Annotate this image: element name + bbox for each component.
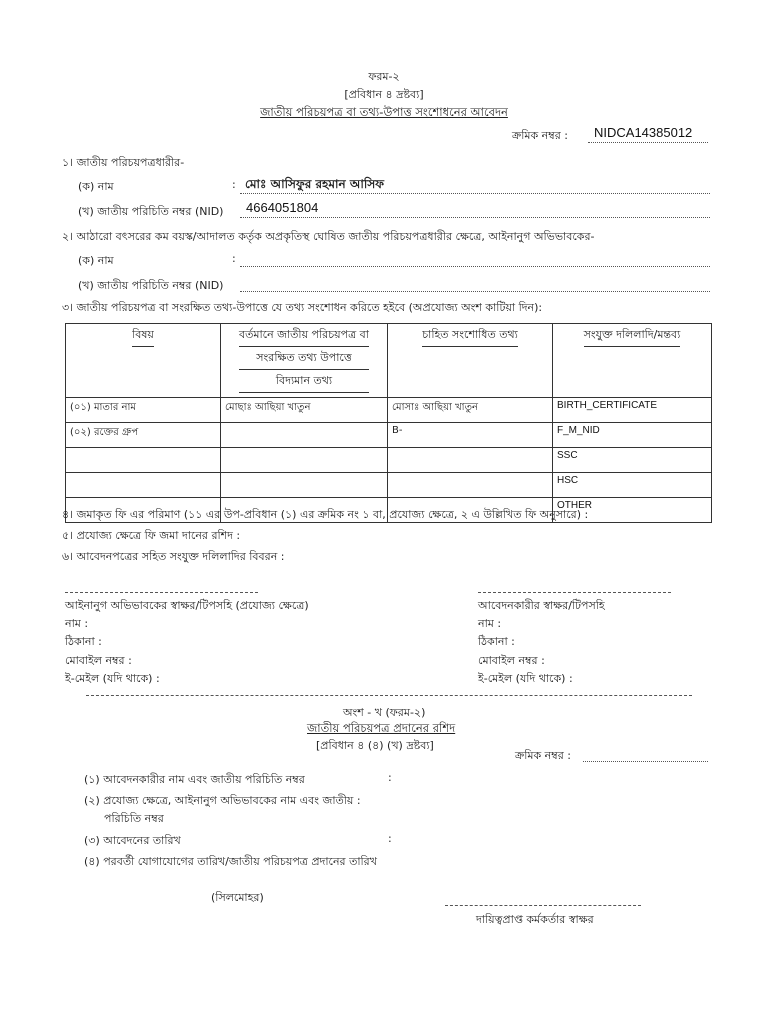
colon: : — [388, 832, 392, 845]
guardian-name: নাম : — [65, 617, 89, 630]
cell-requested — [388, 448, 553, 473]
officer-signature-label: দায়িত্বপ্রাপ্ত কর্মকর্তার স্বাক্ষর — [476, 913, 594, 926]
seal-label: (সিলমোহর) — [211, 891, 264, 904]
column-header-subject: বিষয় — [66, 324, 221, 398]
applicant-signature-line — [478, 592, 671, 593]
cell-current: মোছাঃ আছিয়া খাতুন — [221, 398, 388, 423]
section-3-heading: ৩। জাতীয় পরিচয়পত্র বা সংরক্ষিত তথ্য-উপাত্তে যে তথ্য সংশোধন করিতে হইবে (অপ্রযোজ্য অংশ কাটিয়া দিন): — [62, 301, 543, 314]
correction-table — [65, 323, 712, 523]
guardian-signature-line — [65, 592, 258, 593]
guardian-name-line — [240, 266, 710, 267]
cell-document: F_M_NID — [553, 423, 712, 448]
section-divider — [86, 695, 692, 696]
cell-document: BIRTH_CERTIFICATE — [553, 398, 712, 423]
serial-line — [588, 142, 708, 143]
cell-subject — [66, 448, 221, 473]
cell-requested — [388, 473, 553, 498]
guardian-signature-title: আইনানুগ অভিভাবকের স্বাক্ষর/টিপসহি (প্রযোজ্য ক্ষেত্রে) — [65, 599, 309, 612]
receipt-item-4: (৪) পরবর্তী যোগাযোগের তারিখ/জাতীয় পরিচয়পত্র প্রদানের তারিখ — [84, 855, 377, 868]
holder-name-value: মোঃ আসিফুর রহমান আসিফ — [245, 177, 385, 191]
table-row — [66, 398, 712, 423]
receipt-item-1: (১) আবেদনকারীর নাম এবং জাতীয় পরিচিতি নম্বর — [84, 773, 305, 786]
receipt-title: জাতীয় পরিচয়পত্র প্রদানের রশিদ — [307, 721, 456, 735]
applicant-name: নাম : — [478, 617, 502, 630]
cell-document: HSC — [553, 473, 712, 498]
receipt-item-2: (২) প্রযোজ্য ক্ষেত্রে, আইনানুগ অভিভাবকের নাম এবং জাতীয় : — [84, 794, 361, 807]
column-header-documents: সংযুক্ত দলিলাদি/মন্তব্য — [553, 324, 712, 398]
applicant-address: ঠিকানা : — [478, 635, 515, 648]
receipt-rule-reference: [প্রবিধান ৪ (৪) (খ) দ্রষ্টব্য] — [316, 739, 434, 752]
holder-name-line — [240, 193, 710, 194]
guardian-name-label: (ক) নাম — [78, 254, 114, 267]
form-title: জাতীয় পরিচয়পত্র বা তথ্য-উপাত্ত সংশোধনের আবেদন — [260, 105, 508, 119]
cell-current — [221, 423, 388, 448]
column-header-requested: চাহিত সংশোধিত তথ্য — [388, 324, 553, 398]
form-number: ফরম-২ — [368, 70, 400, 83]
guardian-email: ই-মেইল (যদি থাকে) : — [65, 672, 160, 685]
cell-current — [221, 448, 388, 473]
section-5-receipt: ৫। প্রযোজ্য ক্ষেত্রে ফি জমা দানের রশিদ : — [62, 529, 241, 542]
section-1-heading: ১। জাতীয় পরিচয়পত্রধারীর- — [62, 156, 185, 169]
cell-requested: মোসাঃ আছিয়া খাতুন — [388, 398, 553, 423]
guardian-address: ঠিকানা : — [65, 635, 102, 648]
receipt-serial-label: ক্রমিক নম্বর : — [515, 749, 571, 762]
guardian-nid-label: (খ) জাতীয় পরিচিতি নম্বর (NID) — [78, 279, 224, 292]
holder-nid-value: 4664051804 — [246, 200, 319, 215]
rule-reference: [প্রবিধান ৪ দ্রষ্টব্য] — [344, 88, 424, 101]
colon: : — [388, 771, 392, 784]
applicant-email: ই-মেইল (যদি থাকে) : — [478, 672, 573, 685]
table-row — [66, 448, 712, 473]
receipt-serial-line — [583, 761, 708, 762]
table-header-row — [66, 324, 712, 398]
receipt-item-3: (৩) আবেদনের তারিখ — [84, 834, 181, 847]
cell-current — [221, 473, 388, 498]
serial-value: NIDCA14385012 — [594, 125, 693, 140]
applicant-mobile: মোবাইল নম্বর : — [478, 654, 545, 667]
serial-label: ক্রমিক নম্বর : — [512, 129, 568, 142]
cell-document: OTHER — [553, 498, 712, 523]
guardian-nid-line — [240, 291, 710, 292]
table-row — [66, 423, 712, 448]
colon: : — [232, 252, 236, 265]
holder-nid-line — [240, 217, 710, 218]
holder-nid-label: (খ) জাতীয় পরিচিতি নম্বর (NID) — [78, 205, 224, 218]
table-row — [66, 473, 712, 498]
applicant-signature-title: আবেদনকারীর স্বাক্ষর/টিপসহি — [478, 599, 605, 612]
officer-signature-line — [445, 905, 641, 906]
cell-document: SSC — [553, 448, 712, 473]
colon: : — [232, 178, 236, 191]
cell-subject: (০১) মাতার নাম — [66, 398, 221, 423]
section-6-attachments: ৬। আবেদনপত্রের সহিত সংযুক্ত দলিলাদির বিবরন : — [62, 550, 285, 563]
holder-name-label: (ক) নাম — [78, 180, 114, 193]
receipt-part-label: অংশ - খ (ফরম-২) — [343, 706, 426, 719]
column-header-current: বর্তমানে জাতীয় পরিচয়পত্র বা সংরক্ষিত তথ্য উপাত্তে বিদ্যমান তথ্য — [221, 324, 388, 398]
receipt-item-2-continued: পরিচিতি নম্বর — [104, 812, 164, 825]
cell-requested: B- — [388, 423, 553, 448]
cell-subject: (০২) রক্তের গ্রুপ — [66, 423, 221, 448]
guardian-mobile: মোবাইল নম্বর : — [65, 654, 132, 667]
cell-subject — [66, 473, 221, 498]
section-4-fee: ৪। জমাকৃত ফি এর পরিমাণ (১১ এর উপ-প্রবিধান (১) এর ক্রমিক নং ১ বা, প্রযোজ্য ক্ষেত্রে, ২ এ উল্লিখিত ফি অনুসারে) : — [62, 508, 589, 521]
section-2-heading: ২। আঠারো বৎসরের কম বয়স্ক/আদালত কর্তৃক অপ্রকৃতিস্থ ঘোষিত জাতীয় পরিচয়পত্রধারীর ক্ষেত্রে, আইনানুগ অভিভাবকের- — [62, 230, 595, 243]
